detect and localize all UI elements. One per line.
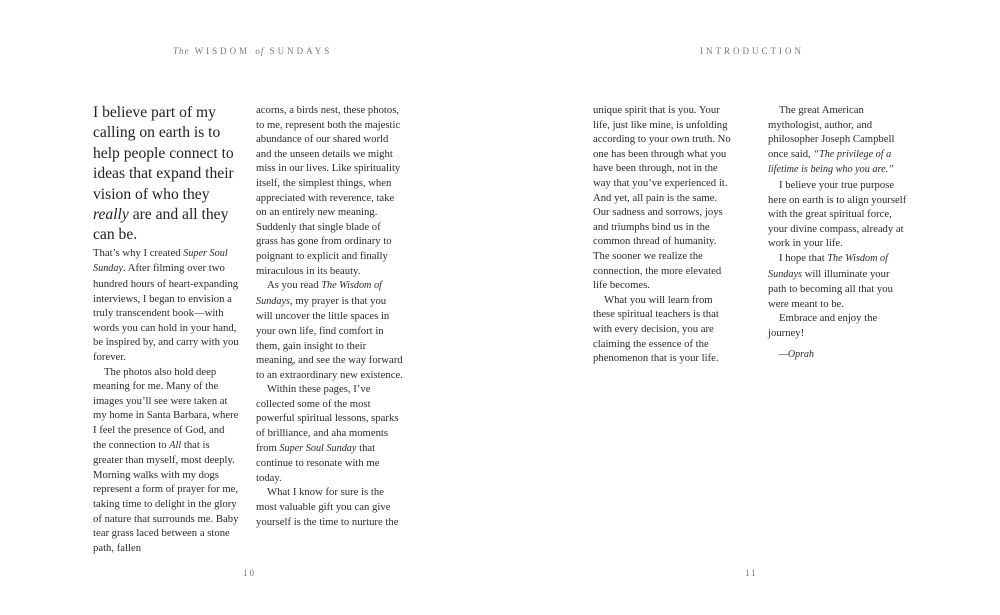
emphasis: All	[169, 439, 182, 451]
running-head-sundays: SUNDAYS	[269, 46, 333, 56]
paragraph	[256, 278, 404, 382]
emphasis: Super Soul Sunday	[93, 247, 228, 275]
text: , my prayer is that you will uncover the little spaces in your own life, find comfort in them, gain insight to their meaning, and see the way forward to an extraordinary new existence.	[256, 294, 403, 381]
right-column-2	[768, 103, 908, 362]
text: will illuminate your path to becoming all that you were meant to be.	[768, 267, 893, 310]
paragraph: What you will learn from these spiritual teachers is that with every decision, you are claiming the essence of the phenomenon that is your life.	[593, 293, 719, 365]
running-head-of: of	[255, 46, 265, 56]
running-head-the: The	[173, 46, 190, 56]
left-column-1	[93, 103, 240, 555]
text: Within these pages, I’ve collected some of the most powerful spiritual lessons, sparks of brilliance, and aha moments from	[256, 383, 399, 454]
paragraph	[256, 382, 404, 485]
left-running-head	[173, 46, 332, 56]
paragraph	[93, 246, 240, 365]
paragraph: Embrace and enjoy the journey!	[768, 312, 878, 339]
quote: “The privilege of a lifetime is being who you are.”	[768, 148, 894, 176]
running-head-wisdom: WISDOM	[194, 46, 251, 56]
emphasis: Super Soul Sunday	[279, 442, 357, 454]
text: that is greater than myself, most deeply. Morning walks with my dogs represent a form of prayer for me, taking time to delight in the glory of nature that surrounds me. Baby tear grass laced between a stone path, fallen	[93, 438, 239, 554]
lead-text-2: are and all they can be.	[93, 206, 229, 244]
lead-emphasis: really	[93, 206, 129, 224]
paragraph: acorns, a birds nest, these photos, to me, represent both the majestic abundance of our shared world and the unseen details we might miss in our lives. Like spirituality itself, the simplest things, when appreciated with reverence, take on an entirely new meaning. Suddenly that single blade of grass has gone from ordinary to poignant to explicit and finally miraculous in its beauty.	[256, 104, 401, 277]
paragraph	[93, 365, 240, 556]
signature-text: —Oprah	[779, 348, 815, 360]
right-running-head: INTRODUCTION	[700, 46, 804, 56]
signature	[768, 347, 908, 363]
paragraph: I believe your true purpose here on earth is to align yourself with the great spiritual force, your divine compass, already at work in your life.	[768, 178, 907, 250]
paragraph	[768, 103, 908, 178]
lead-paragraph	[93, 103, 240, 246]
right-column-1	[593, 103, 734, 366]
text: The great American mythologist, author, and philosopher Joseph Campbell once said,	[768, 104, 895, 160]
right-page-number: 11	[745, 568, 758, 578]
text: that continue to resonate with me today.	[256, 441, 380, 484]
emphasis: The Wisdom of Sundays	[768, 252, 888, 280]
text: As you read	[267, 279, 322, 292]
text: I hope that	[779, 251, 828, 264]
text: That’s why I created	[93, 246, 184, 259]
left-page-number: 10	[243, 568, 256, 578]
paragraph	[768, 251, 908, 311]
text: . After filming over two hundred hours of heart-expanding interviews, I began to envision a truly transcendent book—with words you can hold in your hand, be inspired by, and carry with you forever.	[93, 262, 239, 363]
emphasis: The Wisdom of Sundays	[256, 280, 382, 307]
lead-text-1: I believe part of my calling on earth is to help people connect to ideas that expand their vision of who they	[93, 104, 234, 203]
left-column-2	[256, 103, 404, 529]
text: The photos also hold deep meaning for me. Many of the images you’ll see were taken at my home in Santa Barbara, where I feel the presence of God, and the connection to	[93, 365, 239, 451]
paragraph: unique spirit that is you. Your life, just like mine, is unfolding according to your own truth. No one has been through what you have been through, not in the way that you’ve experienced it. And yet, all pain is the same. Our sadness and sorrows, joys and triumphs bind us in the common thread of humanity. The sooner we realize the connection, the more elevated life becomes.	[593, 104, 731, 292]
paragraph: What I know for sure is the most valuable gift you can give yourself is the time to nurture the	[256, 486, 399, 528]
